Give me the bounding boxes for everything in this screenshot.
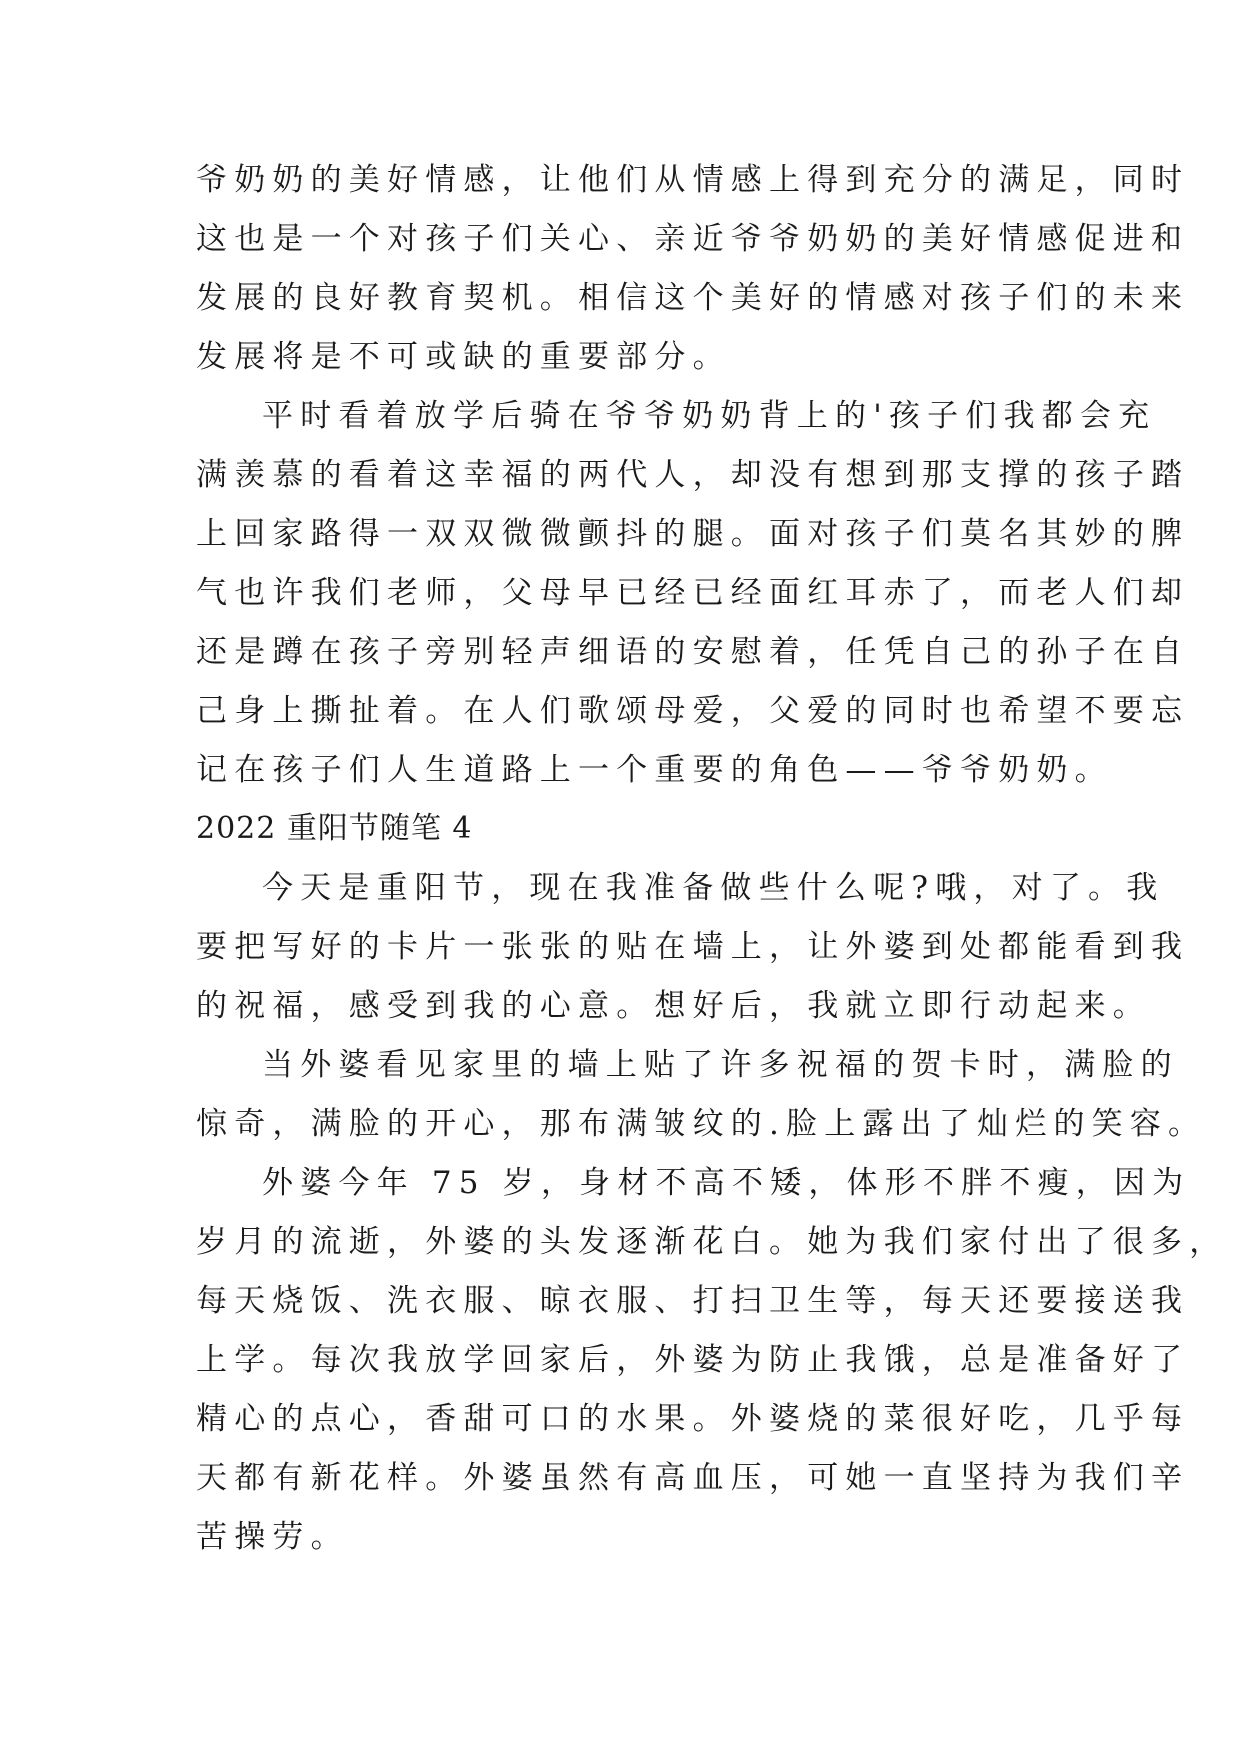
paragraph-first-line: 外婆今年 75 岁，身材不高不矮，体形不胖不瘦，因为 bbox=[262, 1165, 1191, 1201]
text-line: 每天烧饭、洗衣服、晾衣服、打扫卫生等，每天还要接送我 bbox=[196, 1283, 1190, 1319]
text-line: 记在孩子们人生道路上一个重要的角色——爷爷奶奶。 bbox=[196, 752, 1113, 788]
text-line: 上回家路得一双双微微颤抖的腿。面对孩子们莫名其妙的脾 bbox=[196, 516, 1190, 552]
text-line: 满羡慕的看着这幸福的两代人，却没有想到那支撑的孩子踏 bbox=[196, 457, 1190, 493]
paragraph-first-line: 当外婆看见家里的墙上贴了许多祝福的贺卡时，满脸的 bbox=[262, 1047, 1179, 1083]
text-line: 发展将是不可或缺的重要部分。 bbox=[196, 339, 731, 375]
text-line: 发展的良好教育契机。相信这个美好的情感对孩子们的未来 bbox=[196, 280, 1190, 316]
text-line: 还是蹲在孩子旁别轻声细语的安慰着，任凭自己的孙子在自 bbox=[196, 634, 1190, 670]
text-line: 的祝福，感受到我的心意。想好后，我就立即行动起来。 bbox=[196, 988, 1151, 1024]
text-line: 己身上撕扯着。在人们歌颂母爱，父爱的同时也希望不要忘 bbox=[196, 693, 1190, 729]
paragraph-first-line: 平时看着放学后骑在爷爷奶奶背上的'孩子们我都会充 bbox=[262, 398, 1157, 434]
text-line: 精心的点心，香甜可口的水果。外婆烧的菜很好吃，几乎每 bbox=[196, 1401, 1190, 1437]
section-heading: 2022 重阳节随笔 4 bbox=[196, 811, 473, 846]
text-line: 岁月的流逝，外婆的头发逐渐花白。她为我们家付出了很多， bbox=[196, 1224, 1228, 1260]
text-line: 惊奇，满脸的开心，那布满皱纹的.脸上露出了灿烂的笑容。 bbox=[196, 1106, 1207, 1142]
text-line: 苦操劳。 bbox=[196, 1519, 349, 1555]
text-line: 气也许我们老师，父母早已经已经面红耳赤了，而老人们却 bbox=[196, 575, 1190, 611]
text-line: 要把写好的卡片一张张的贴在墙上，让外婆到处都能看到我 bbox=[196, 929, 1190, 965]
text-line: 上学。每次我放学回家后，外婆为防止我饿，总是准备好了 bbox=[196, 1342, 1190, 1378]
paragraph-first-line: 今天是重阳节，现在我准备做些什么呢?哦，对了。我 bbox=[262, 870, 1165, 906]
text-line: 爷奶奶的美好情感，让他们从情感上得到充分的满足，同时 bbox=[196, 162, 1190, 198]
text-line: 天都有新花样。外婆虽然有高血压，可她一直坚持为我们辛 bbox=[196, 1460, 1190, 1496]
text-line: 这也是一个对孩子们关心、亲近爷爷奶奶的美好情感促进和 bbox=[196, 221, 1190, 257]
